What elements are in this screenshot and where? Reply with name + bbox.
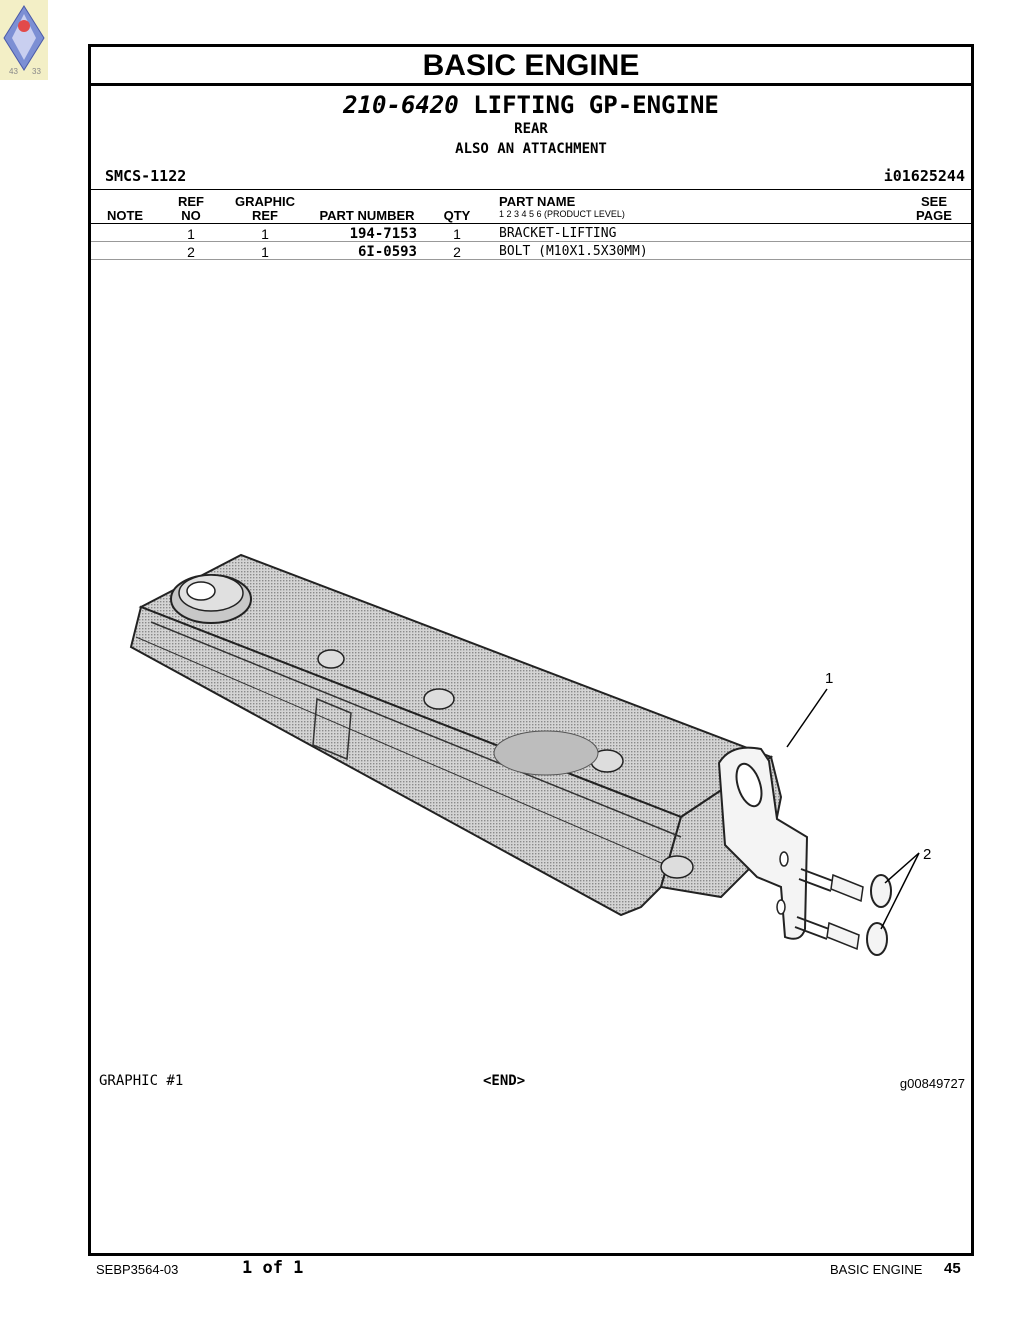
- table-top-rule: [91, 189, 971, 190]
- parts-page-frame: [88, 44, 974, 1256]
- logo-label-left: 43: [9, 67, 18, 76]
- row-part-name: BOLT (M10X1.5X30MM): [499, 244, 648, 259]
- row-divider: [91, 259, 971, 260]
- row-divider: [91, 241, 971, 242]
- col-ref-bottom: NO: [181, 208, 201, 223]
- col-see-bottom: PAGE: [916, 208, 952, 223]
- footer-section: BASIC ENGINE: [830, 1262, 923, 1277]
- end-marker: <END>: [483, 1073, 526, 1089]
- row-qty: 2: [453, 244, 461, 260]
- group-name: LIFTING GP-ENGINE: [473, 91, 719, 119]
- header-bottom-rule: [91, 223, 971, 224]
- col-graphic-bottom: REF: [252, 208, 278, 223]
- info-id: i01625244: [883, 167, 965, 185]
- row-ref: 1: [187, 226, 195, 242]
- row-part-name: BRACKET-LIFTING: [499, 226, 617, 241]
- group-subtitle-rear: REAR: [514, 121, 548, 137]
- page-number: 45: [944, 1260, 961, 1277]
- lifting-bracket-icon: [719, 748, 807, 939]
- row-graphic-ref: 1: [261, 244, 269, 260]
- col-see-top: SEE: [920, 194, 947, 209]
- exploded-view-illustration: [121, 547, 981, 1027]
- callout-1: 1: [825, 670, 834, 687]
- group-number: 210-6420: [343, 91, 459, 119]
- graphic-label: GRAPHIC #1: [99, 1073, 184, 1089]
- row-ref: 2: [187, 244, 195, 260]
- col-part-name: PART NAME: [499, 194, 576, 209]
- col-qty: QTY: [443, 208, 471, 223]
- row-qty: 1: [453, 226, 461, 242]
- publisher-logo: [0, 0, 48, 80]
- section-title: BASIC ENGINE: [91, 47, 971, 86]
- col-part-number: PART NUMBER: [319, 208, 415, 223]
- group-title: [91, 91, 971, 119]
- row-part-number[interactable]: 6I-0593: [357, 244, 417, 260]
- col-graphic-top: GRAPHIC: [235, 194, 295, 209]
- group-subtitle-attachment: ALSO AN ATTACHMENT: [455, 141, 607, 157]
- logo-label-right: 33: [32, 67, 41, 76]
- graphic-id: g00849727: [899, 1076, 965, 1091]
- valve-cover-icon: [131, 555, 781, 915]
- col-ref-top: REF: [178, 194, 204, 209]
- col-product-levels: 1 2 3 4 5 6 (PRODUCT LEVEL): [499, 209, 625, 219]
- page-of: 1 of 1: [242, 1258, 304, 1278]
- bolt-icon: [799, 869, 891, 907]
- row-part-number[interactable]: 194-7153: [349, 226, 417, 242]
- bolt-icon: [795, 917, 887, 955]
- row-graphic-ref: 1: [261, 226, 269, 242]
- document-id: SEBP3564-03: [96, 1262, 179, 1277]
- callout-2: 2: [923, 846, 932, 863]
- smcs-code: SMCS-1122: [105, 167, 187, 185]
- col-note: NOTE: [106, 208, 144, 223]
